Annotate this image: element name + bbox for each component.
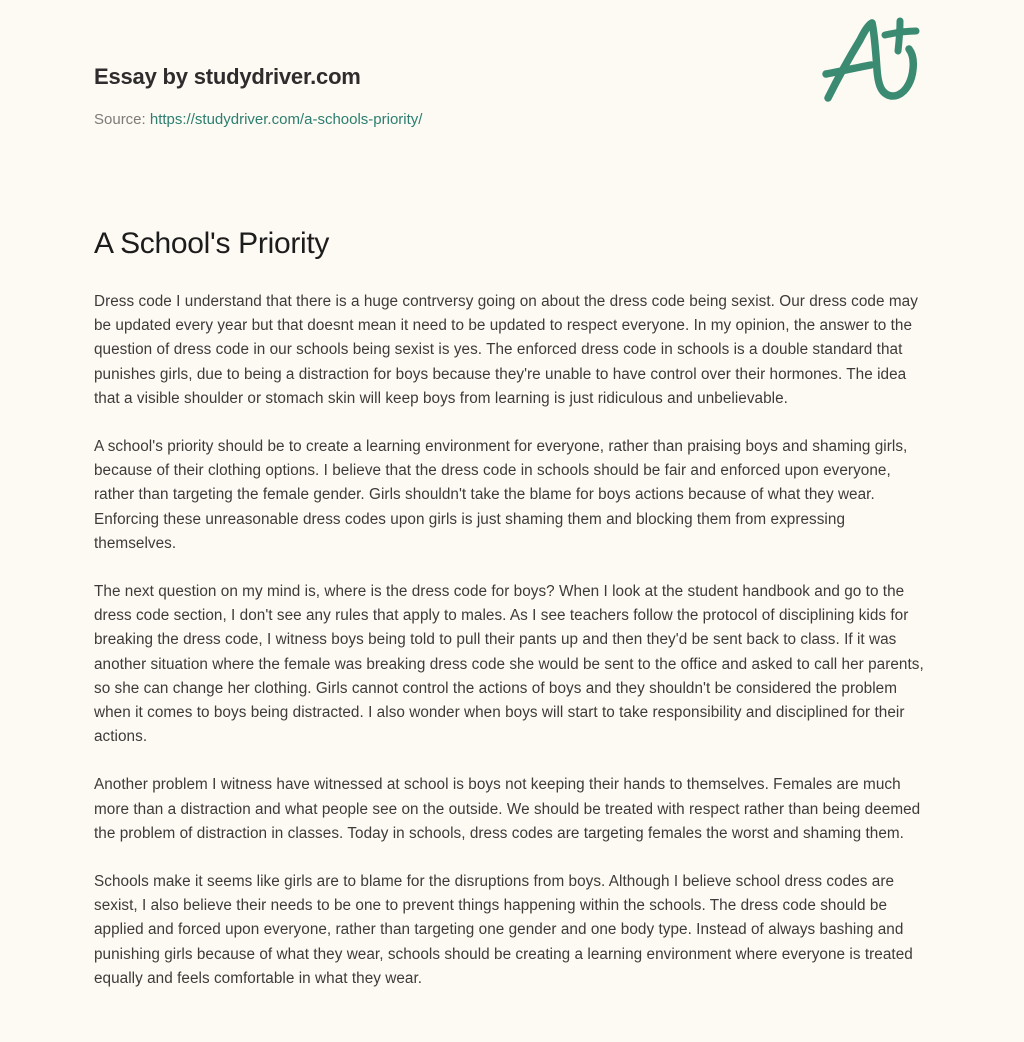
source-url-link[interactable]: https://studydriver.com/a-schools-priority/ xyxy=(149,111,423,128)
essay-paragraph: Schools make it seems like girls are to blame for the disruptions from boys. Although I believe school dress codes are sexist, I also believe their needs to be one to prevent things happening within the schools. The dress code should be applied and forced upon everyone, rather than targeting one gender and one body type. Instead of always bashing and punishing girls because of what they wear, schools should be creating a learning environment where everyone is treated equally and feels comfortable in what they wear. xyxy=(94,873,913,987)
essay-paragraph: The next question on my mind is, where is the dress code for boys? When I look at the student handbook and go to the dress code section, I don't see any rules that apply to males. As I see teachers follow the protocol of disciplining kids for breaking the dress code, I witness boys being told to pull their pants up and then they'd be sent back to class. If it was another situation where the female was breaking dress code she would be sent to the office and asked to call her parents, so she can change her clothing. Girls cannot control the actions of boys and they shouldn't be considered the problem when it comes to boys being distracted. I also wonder when boys will start to take responsibility and disciplined for their actions. xyxy=(94,583,924,746)
essay-byline: Essay by studydriver.com xyxy=(94,64,361,89)
page-header xyxy=(94,0,930,130)
essay-paragraph: Dress code I understand that there is a huge contrversy going on about the dress code being sexist. Our dress code may be updated every year but that doesnt mean it need to be updated to respect everyone. In my opinion, the answer to the question of dress code in our schools being sexist is yes. The enforced dress code in schools is a double standard that punishes girls, due to being a distraction for boys because they're unable to have control over their hormones. The idea that a visible shoulder or stomach skin will keep boys from learning is just ridiculous and unbelievable. xyxy=(94,293,918,407)
source-line xyxy=(94,110,930,130)
essay-paragraph: Another problem I witness have witnessed at school is boys not keeping their hands to themselves. Females are much more than a distraction and what people see on the outside. We should be treated with respect rather than being deemed the problem of distraction in classes. Today in schools, dress codes are targeting females the worst and shaming them. xyxy=(94,776,921,842)
studydriver-a-plus-logo-icon xyxy=(819,16,931,104)
essay-body xyxy=(94,262,930,991)
page-title: A School's Priority xyxy=(94,227,330,260)
source-label: Source: xyxy=(94,111,146,128)
essay-paragraph: A school's priority should be to create a learning environment for everyone, rather than praising boys and shaming girls, because of their clothing options. I believe that the dress code in schools should be fair and enforced upon everyone, rather than targeting the female gender. Girls shouldn't take the blame for boys actions because of what they wear. Enforcing these unreasonable dress codes upon girls is just shaming them and blocking them from expressing themselves. xyxy=(94,438,908,552)
